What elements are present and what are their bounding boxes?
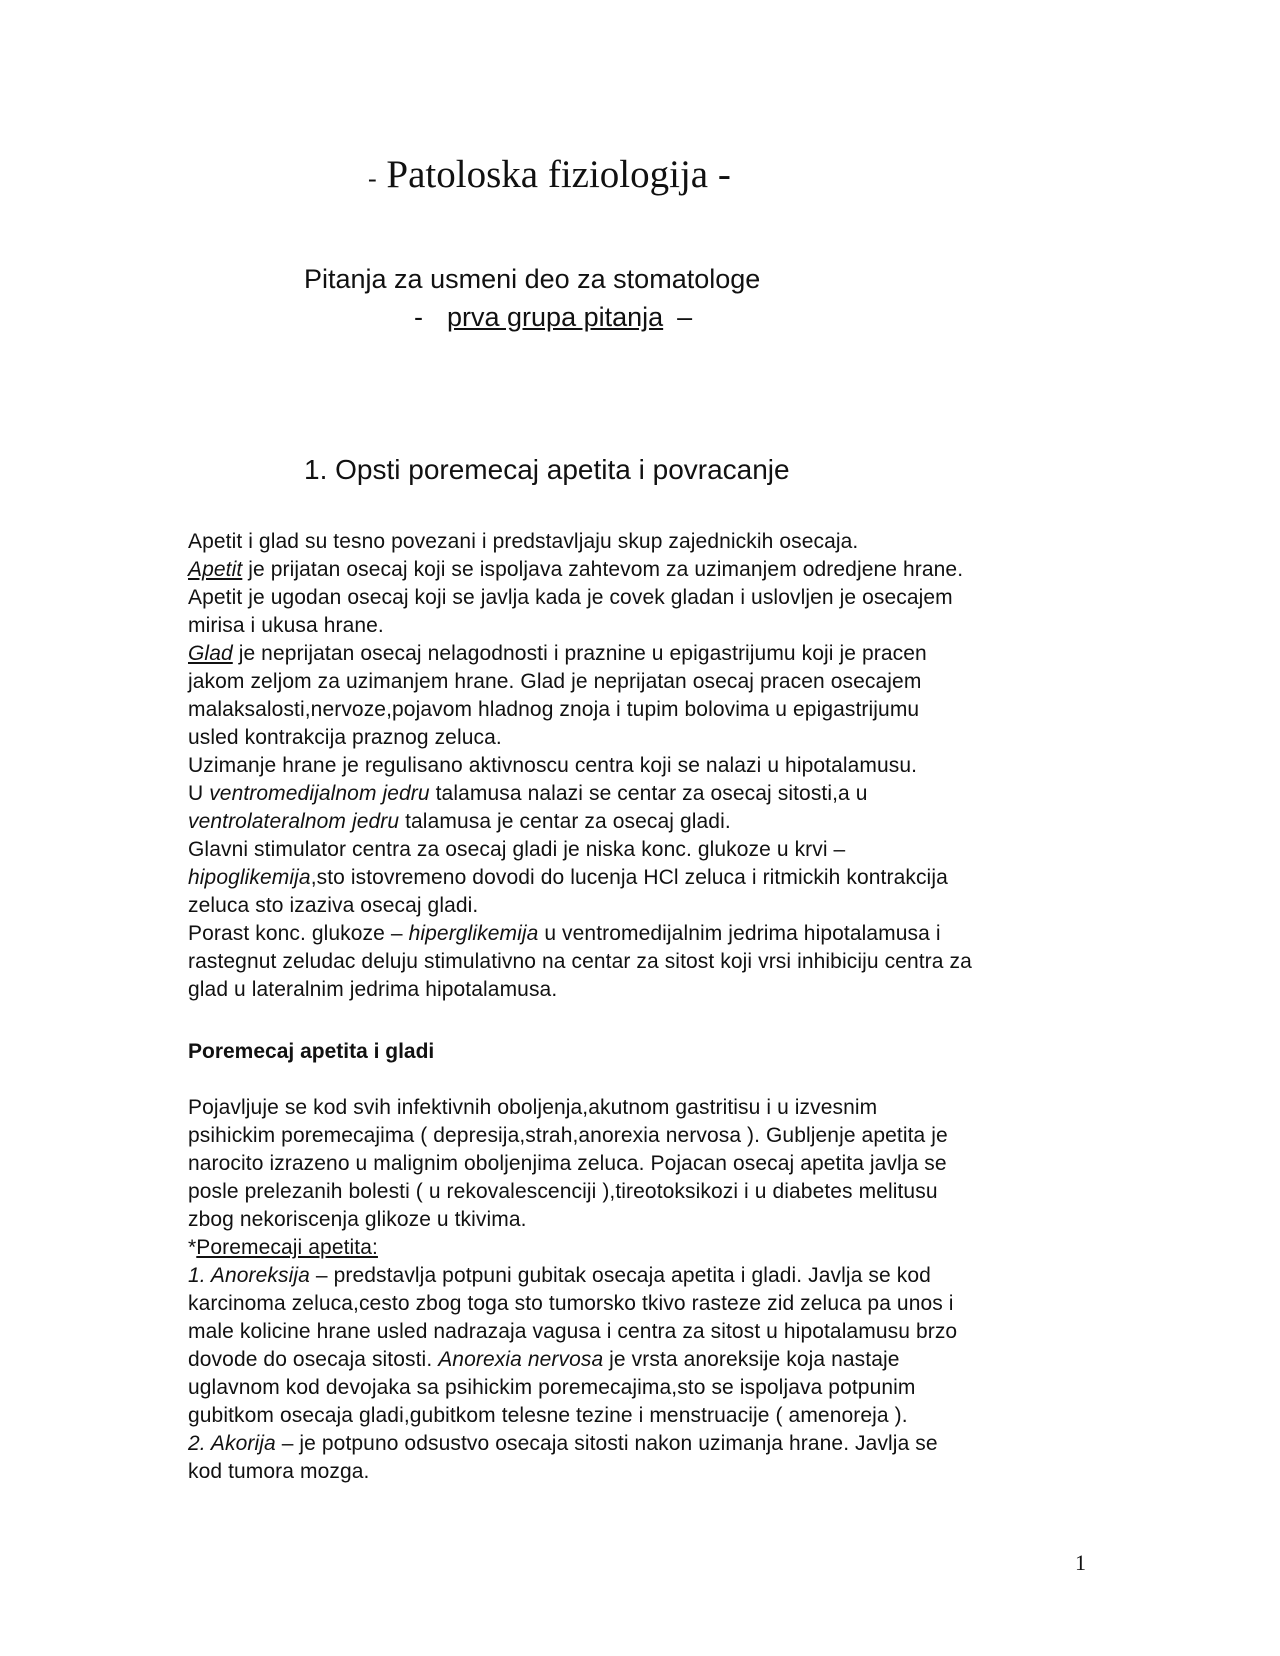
text-line: Uzimanje hrane je regulisano aktivnoscu centra koji se nalazi u hipotalamusu.	[188, 754, 918, 777]
text-line: narocito izrazeno u malignim oboljenjima zeluca. Pojacan osecaj apetita javlja se	[188, 1152, 947, 1175]
intro-paragraph	[188, 528, 1108, 1004]
subtitle-dash-right: –	[677, 302, 693, 332]
subtitle-dash-left: -	[414, 302, 423, 332]
subtitle-line-1: Pitanja za usmeni deo za stomatologe	[304, 264, 761, 294]
italic-term: Anorexia nervosa	[438, 1348, 604, 1371]
text-line	[188, 556, 1108, 584]
text-line	[188, 1346, 1108, 1374]
text-span: U	[188, 782, 210, 805]
title-text: Patoloska fiziologija -	[376, 153, 731, 196]
text-line	[188, 1262, 1108, 1290]
text-span: u ventromedijalnim jedrima hipotalamusa i	[538, 922, 941, 945]
text-line: Pojavljuje se kod svih infektivnih oboljenja,akutnom gastritisu i u izvesnim	[188, 1096, 878, 1119]
italic-term: hipoglikemija	[188, 866, 311, 889]
text-line	[188, 640, 1108, 668]
text-line: Glavni stimulator centra za osecaj gladi je niska konc. glukoze u krvi –	[188, 838, 846, 861]
title-dash: -	[368, 164, 377, 193]
text-line: male kolicine hrane usled nadrazaja vagusa i centra za sitost u hipotalamusu brzo	[188, 1320, 958, 1343]
italic-term: 2. Akorija	[188, 1432, 276, 1455]
text-span: ,sto istovremeno dovodi do lucenja HCl zeluca i ritmickih kontrakcija	[310, 866, 948, 889]
text-span: talamusa nalazi se centar za osecaj sitosti,a u	[429, 782, 868, 805]
bullet-star: *	[188, 1236, 197, 1259]
text-line: glad u lateralnim jedrima hipotalamusa.	[188, 978, 558, 1001]
text-line	[188, 808, 1108, 836]
text-line: psihickim poremecajima ( depresija,strah,anorexia nervosa ). Gubljenje apetita je	[188, 1124, 948, 1147]
text-span: Porast konc. glukoze –	[188, 922, 409, 945]
text-line: karcinoma zeluca,cesto zbog toga sto tumorsko tkivo rasteze zid zeluca pa unos i	[188, 1292, 954, 1315]
text-line: jakom zeljom za uzimanjem hrane. Glad je neprijatan osecaj pracen osecajem	[188, 670, 922, 693]
text-span: je vrsta anoreksije koja nastaje	[603, 1348, 900, 1371]
text-span: je prijatan osecaj koji se ispoljava zahtevom za uzimanjem odredjene hrane.	[242, 558, 964, 581]
text-line: rastegnut zeludac deluju stimulativno na centar za sitost koji vrsi inhibiciju centra za	[188, 950, 972, 973]
text-span: dovode do osecaja sitosti.	[188, 1348, 439, 1371]
text-line: zeluca sto izaziva osecaj gladi.	[188, 894, 479, 917]
text-line: Apetit i glad su tesno povezani i predstavljaju skup zajednickih osecaja.	[188, 530, 859, 553]
text-line	[188, 864, 1108, 892]
document-title	[368, 152, 731, 197]
text-line: posle prelezanih bolesti ( u rekovalescenciji ),tireotoksikozi i u diabetes melitusu	[188, 1180, 938, 1203]
text-line	[188, 920, 1108, 948]
text-span: – predstavlja potpuni gubitak osecaja apetita i gladi. Javlja se kod	[309, 1264, 931, 1287]
italic-term: 1. Anoreksija	[188, 1264, 310, 1287]
italic-term: hiperglikemija	[408, 922, 539, 945]
text-line: uglavnom kod devojaka sa psihickim poremecajima,sto se ispoljava potpunim	[188, 1376, 916, 1399]
term-apetit: Apetit	[188, 558, 243, 581]
text-span: je neprijatan osecaj nelagodnosti i praznine u epigastrijumu koji je pracen	[232, 642, 927, 665]
text-line	[188, 1234, 1108, 1262]
text-line: kod tumora mozga.	[188, 1460, 370, 1483]
subtitle-line-2	[414, 302, 692, 333]
section-heading: 1. Opsti poremecaj apetita i povracanje	[304, 454, 790, 485]
text-line: gubitkom osecaja gladi,gubitkom telesne tezine i menstruacije ( amenoreja ).	[188, 1404, 908, 1427]
term-glad: Glad	[188, 642, 233, 665]
text-line: mirisa i ukusa hrane.	[188, 614, 384, 637]
text-line: Apetit je ugodan osecaj koji se javlja kada je covek gladan i uslovljen je osecajem	[188, 586, 953, 609]
italic-term: ventrolateralnom jedru	[188, 810, 400, 833]
text-line: zbog nekoriscenja glikoze u tkivima.	[188, 1208, 527, 1231]
page-number: 1	[1075, 1550, 1086, 1575]
italic-term: ventromedijalnom jedru	[209, 782, 430, 805]
text-line	[188, 1430, 1108, 1458]
subsection-heading: Poremecaj apetita i gladi	[188, 1040, 435, 1063]
text-line	[188, 780, 1108, 808]
subtitle-group-label: prva grupa pitanja	[447, 302, 664, 332]
text-line: usled kontrakcija praznog zeluca.	[188, 726, 502, 749]
text-span: – je potpuno odsustvo osecaja sitosti nakon uzimanja hrane. Javlja se	[275, 1432, 938, 1455]
text-line: malaksalosti,nervoze,pojavom hladnog znoja i tupim bolovima u epigastrijumu	[188, 698, 920, 721]
text-span: talamusa je centar za osecaj gladi.	[399, 810, 731, 833]
disorders-list-label: Poremecaji apetita:	[196, 1236, 378, 1259]
disorders-paragraph	[188, 1094, 1108, 1486]
